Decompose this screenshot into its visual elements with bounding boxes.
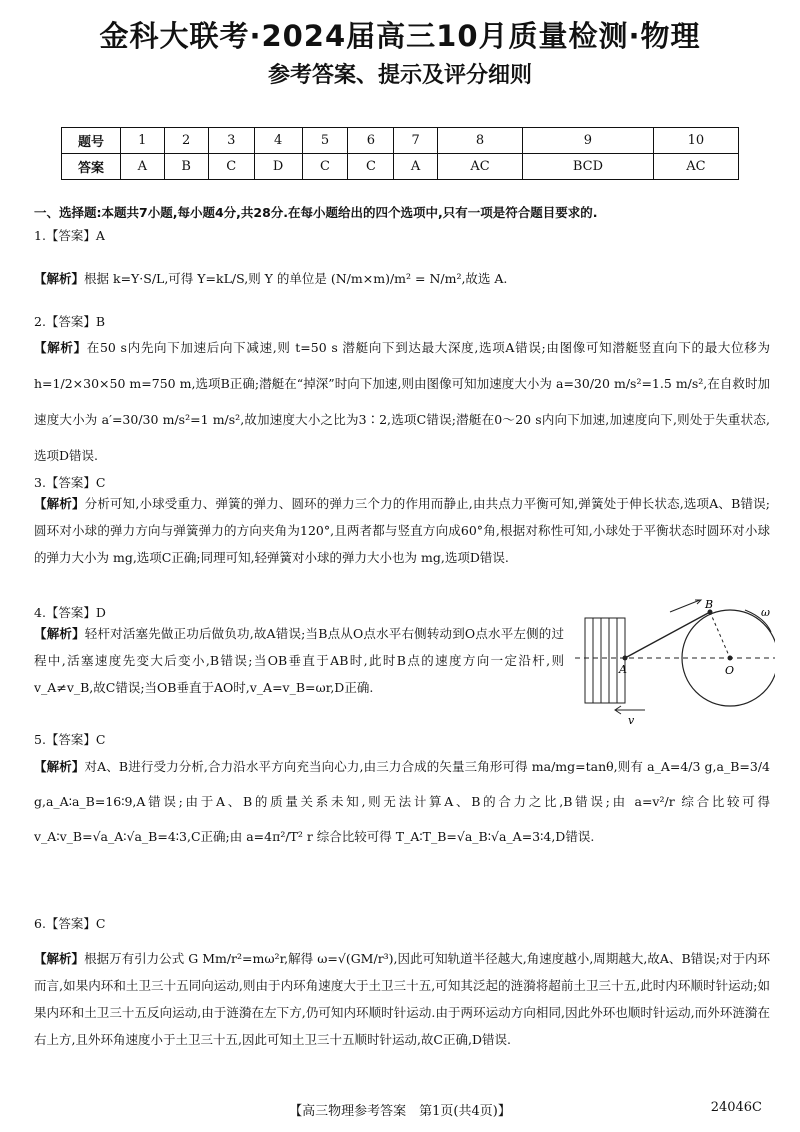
explanation-tag: 【解析】 bbox=[34, 951, 85, 966]
rod-piston-diagram bbox=[575, 598, 775, 728]
explanation-text: 根据 k=Y·S/L,可得 Y=kL/S,则 Y 的单位是 (N/m×m)/m² = N/m²,故选 A. bbox=[84, 271, 508, 286]
explanation-tag: 【解析】 bbox=[34, 626, 85, 641]
table-cell: 5 bbox=[302, 128, 348, 154]
question-6-answer: 6.【答案】C bbox=[34, 916, 106, 931]
question-6-explanation bbox=[34, 945, 770, 1053]
table-cell: 10 bbox=[653, 128, 738, 154]
table-row-numbers bbox=[62, 128, 739, 154]
table-cell: A bbox=[121, 154, 165, 180]
table-cell: B bbox=[164, 154, 208, 180]
row-label-number: 题号 bbox=[62, 128, 121, 154]
question-5-explanation bbox=[34, 749, 770, 854]
table-row-answers bbox=[62, 154, 739, 180]
table-cell: AC bbox=[653, 154, 738, 180]
row-label-answer: 答案 bbox=[62, 154, 121, 180]
question-1-answer: 1.【答案】A bbox=[34, 228, 105, 243]
explanation-tag: 【解析】 bbox=[34, 271, 85, 286]
table-cell: AC bbox=[437, 154, 522, 180]
table-cell: 6 bbox=[348, 128, 394, 154]
point-b-label: B bbox=[705, 598, 714, 611]
question-5-answer: 5.【答案】C bbox=[34, 732, 106, 747]
section-heading: 一、选择题:本题共7小题,每小题4分,共28分.在每小题给出的四个选项中,只有一项是符合题目要求的. bbox=[34, 205, 598, 220]
point-a-label: A bbox=[619, 663, 627, 676]
explanation-text: 轻杆对活塞先做正功后做负功,故A错误;当B点从O点水平右侧转动到O点水平左侧的过程中,活塞速度先变大后变小,B错误;当OB垂直于AB时,此时B点的速度方向一定沿杆,则 v_A≠v_B,故C错误;当OB垂直于AO时,v_A=v_B=ωr,D正确. bbox=[34, 626, 564, 695]
table-cell: 8 bbox=[437, 128, 522, 154]
document-code: 24046C bbox=[710, 1100, 762, 1115]
explanation-text: 根据万有引力公式 G Mm/r²=mω²r,解得 ω=√(GM/r³),因此可知轨道半径越大,角速度越小,周期越大,故A、B错误;对于内环而言,如果内环和土卫三十五同向运动,则由于内环角速度大于土卫三十五,可知其泛起的涟漪将超前土卫三十五,此时内环顺时针运动;如果内环和土卫三十五反向运动,由于涟漪在左下方,仍可知内环顺时针运动.由于两环运动方向相同,因此外环也顺时针运动,而外环涟漪在右上方,且外环角速度小于土卫三十五,因此可知土卫三十五顺时针运动,故C正确,D错误. bbox=[34, 951, 770, 1047]
page-subtitle: 参考答案、提示及评分细则 bbox=[267, 63, 532, 88]
velocity-label: v bbox=[628, 714, 635, 727]
explanation-tag: 【解析】 bbox=[34, 340, 87, 355]
table-cell: D bbox=[254, 154, 302, 180]
point-o-label: O bbox=[725, 664, 735, 677]
explanation-text: 对A、B进行受力分析,合力沿水平方向充当向心力,由三力合成的矢量三角形可得 ma/mg=tanθ,则有 a_A=4/3 g,a_B=3/4 g,a_A∶a_B=16∶9,A错误;由于A、B的质量关系未知,则无法计算A、B的合力之比,B错误;由 a=v²/r 综合比较可得 v_A∶v_B=√a_A∶√a_B=4∶3,C正确;由 a=4π²/T² r 综合比较可得 T_A∶T_B=√a_B∶√a_A=3∶4,D错误. bbox=[34, 759, 771, 844]
omega-label: ω bbox=[761, 606, 770, 619]
explanation-text: 在50 s内先向下加速后向下减速,则 t=50 s 潜艇向下到达最大深度,选项A错误;由图像可知潜艇竖直向下的最大位移为 h=1/2×30×50 m=750 m,选项B正确;潜艇在“掉深”时向下加速,则由图像可知加速度大小为 a=30/20 m/s²=1.5 m/s²,在自救时加速度大小为 a′=30/30 m/s²=1 m/s²,故加速度大小之比为3∶2,选项C错误;潜艇在0～20 s内向下加速,加速度向下,则处于失重状态,选项D错误. bbox=[34, 340, 770, 463]
table-cell: C bbox=[348, 154, 394, 180]
question-1-explanation bbox=[34, 264, 770, 294]
question-3-explanation bbox=[34, 490, 770, 571]
table-cell: 3 bbox=[208, 128, 254, 154]
page-title: 金科大联考·2024届高三10月质量检测·物理 bbox=[99, 19, 701, 53]
table-cell: 7 bbox=[394, 128, 438, 154]
question-4-answer: 4.【答案】D bbox=[34, 605, 106, 620]
footer-text: 【高三物理参考答案 第1页(共4页)】 bbox=[289, 1104, 511, 1119]
table-cell: 4 bbox=[254, 128, 302, 154]
question-2-answer: 2.【答案】B bbox=[34, 314, 106, 329]
explanation-text: 分析可知,小球受重力、弹簧的弹力、圆环的弹力三个力的作用而静止,由共点力平衡可知,弹簧处于伸长状态,选项A、B错误;圆环对小球的弹力方向与弹簧弹力的方向夹角为120°,且两者都与竖直方向成60°角,根据对称性可知,小球处于平衡状态时圆环对小球的弹力大小为 mg,选项C正确;同理可知,轻弹簧对小球的弹力大小也为 mg,选项D错误. bbox=[34, 496, 770, 565]
explanation-tag: 【解析】 bbox=[34, 759, 85, 774]
explanation-tag: 【解析】 bbox=[34, 496, 85, 511]
table-cell: A bbox=[394, 154, 438, 180]
question-3-answer: 3.【答案】C bbox=[34, 475, 106, 490]
table-cell: C bbox=[302, 154, 348, 180]
question-2-explanation bbox=[34, 330, 770, 474]
answer-table bbox=[61, 127, 739, 180]
table-cell: 2 bbox=[164, 128, 208, 154]
question-4-explanation bbox=[34, 620, 564, 701]
table-cell: 1 bbox=[121, 128, 165, 154]
table-cell: BCD bbox=[523, 154, 654, 180]
table-cell: C bbox=[208, 154, 254, 180]
table-cell: 9 bbox=[523, 128, 654, 154]
page-footer bbox=[0, 1100, 800, 1119]
